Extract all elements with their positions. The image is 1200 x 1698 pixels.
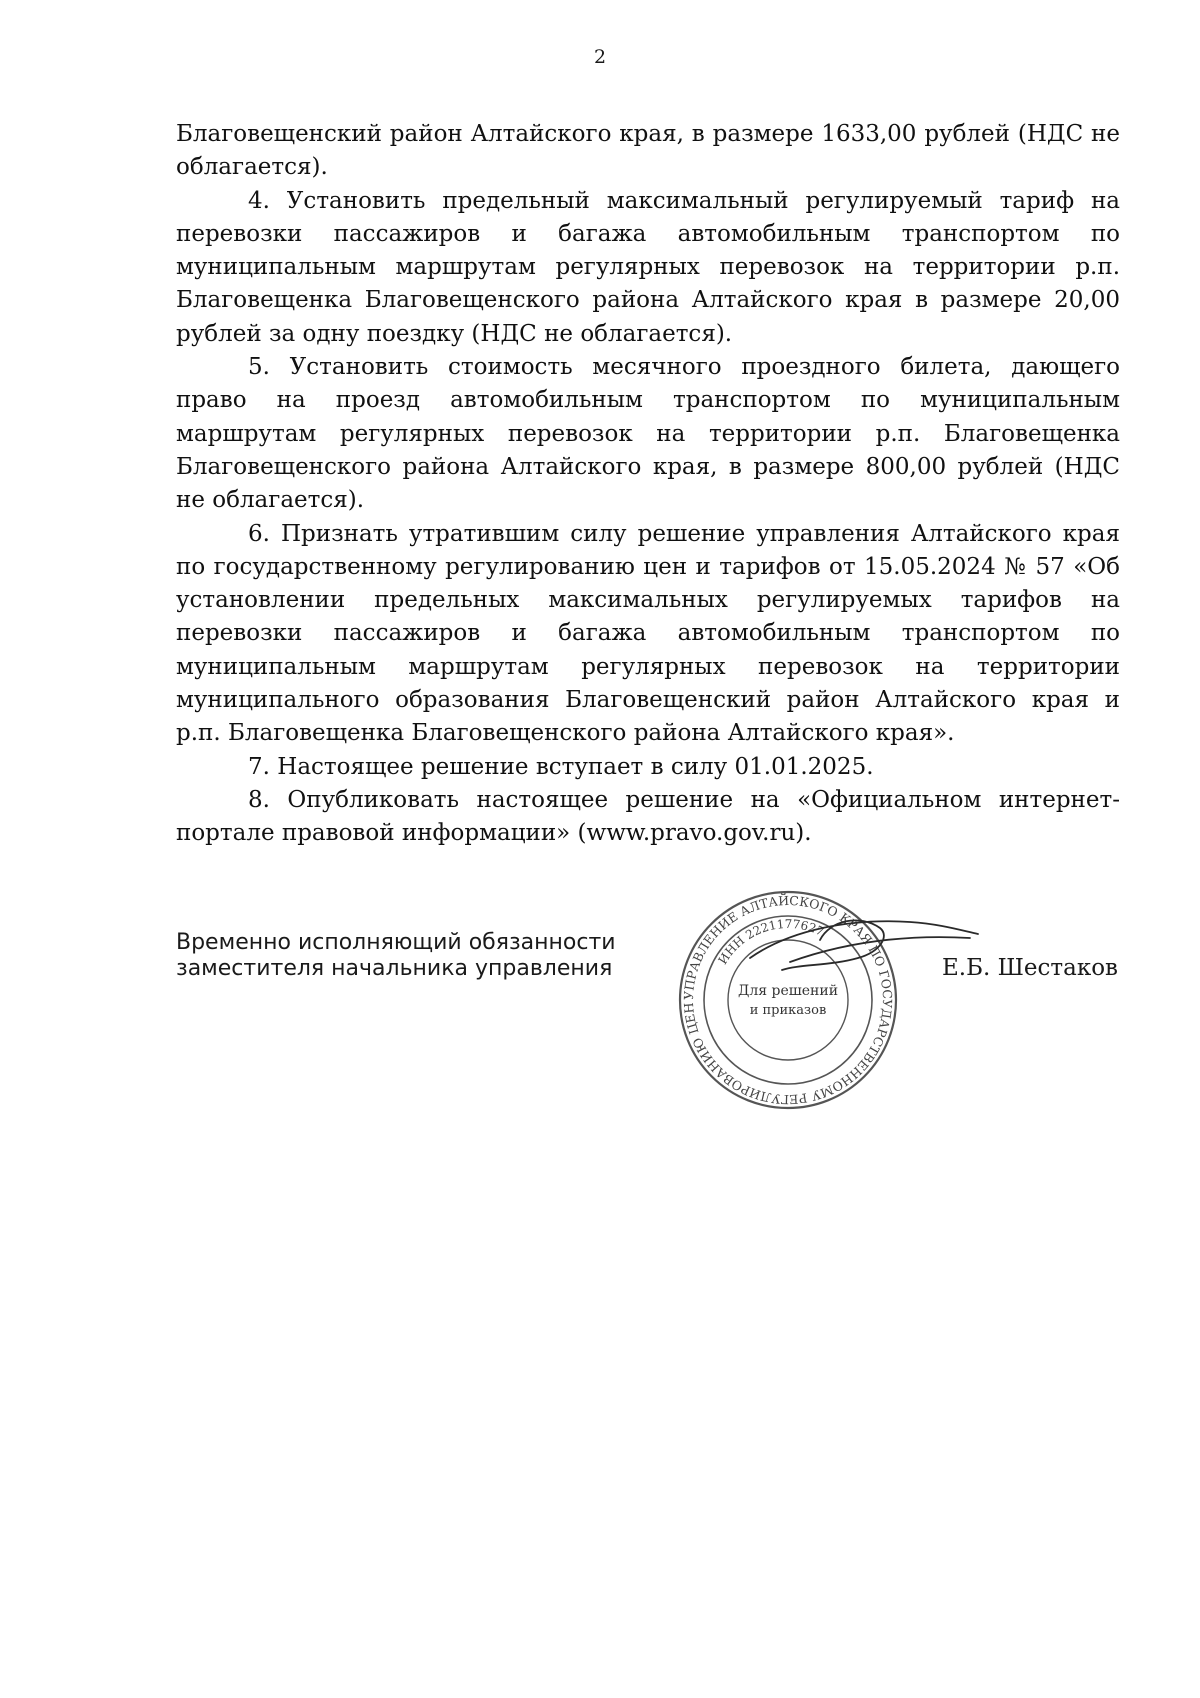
paragraph-item-7: 7. Настоящее решение вступает в силу 01.01.2025. (248, 753, 874, 780)
paragraph-item-8: 8. Опубликовать настоящее решение на «Официальном интернет-портале правовой информации» (www.pravo.gov.ru). (176, 786, 1120, 847)
signatory-name: Е.Б. Шестаков (942, 955, 1118, 981)
signatory-title-line-2: заместителя начальника управления (176, 956, 613, 981)
paragraph-item-6: 6. Признать утратившим силу решение управления Алтайского края по государственному регулированию цен и тарифов от 15.05.2024 № 57 «Об установлении предельных максимальных регулируемых тарифов на перевозки пассажиров и багажа автомобильным транспортом по муниципальным маршрутам регулярных перевозок на территории муниципального образования Благовещенский район Алтайского края и р.п. Благовещенка Благовещенского района Алтайского края». (176, 520, 1120, 747)
page-number: 2 (593, 46, 607, 68)
signatory-title (176, 930, 616, 982)
paragraph-item-4: 4. Установить предельный максимальный регулируемый тариф на перевозки пассажиров и багажа автомобильным транспортом по муниципальным маршрутам регулярных перевозок на территории р.п. Благовещенка Благовещенского района Алтайского края в размере 20,00 рублей за одну поездку (НДС не облагается). (176, 187, 1120, 347)
seal-center-line-2: и приказов (749, 1003, 827, 1018)
paragraph-continuation: Благовещенский район Алтайского края, в размере 1633,00 рублей (НДС не облагается). (176, 121, 1120, 181)
seal-inn-text: ИНН 2221177627 (715, 916, 827, 967)
seal-center-line-1: Для решений (737, 983, 839, 999)
document-body (176, 118, 1120, 851)
paragraph-item-5: 5. Установить стоимость месячного проездного билета, дающего право на проезд автомобильным транспортом по муниципальным маршрутам регулярных перевозок на территории р.п. Благовещенка Благовещенского района Алтайского края, в размере 800,00 рублей (НДС не облагается). (176, 354, 1120, 514)
signatory-title-line-1: Временно исполняющий обязанности (176, 930, 616, 955)
seal-outer-text: УПРАВЛЕНИЕ АЛТАЙСКОГО КРАЯ ПО ГОСУДАРСТВЕННОМУ РЕГУЛИРОВАНИЮ ЦЕН (680, 892, 896, 1108)
